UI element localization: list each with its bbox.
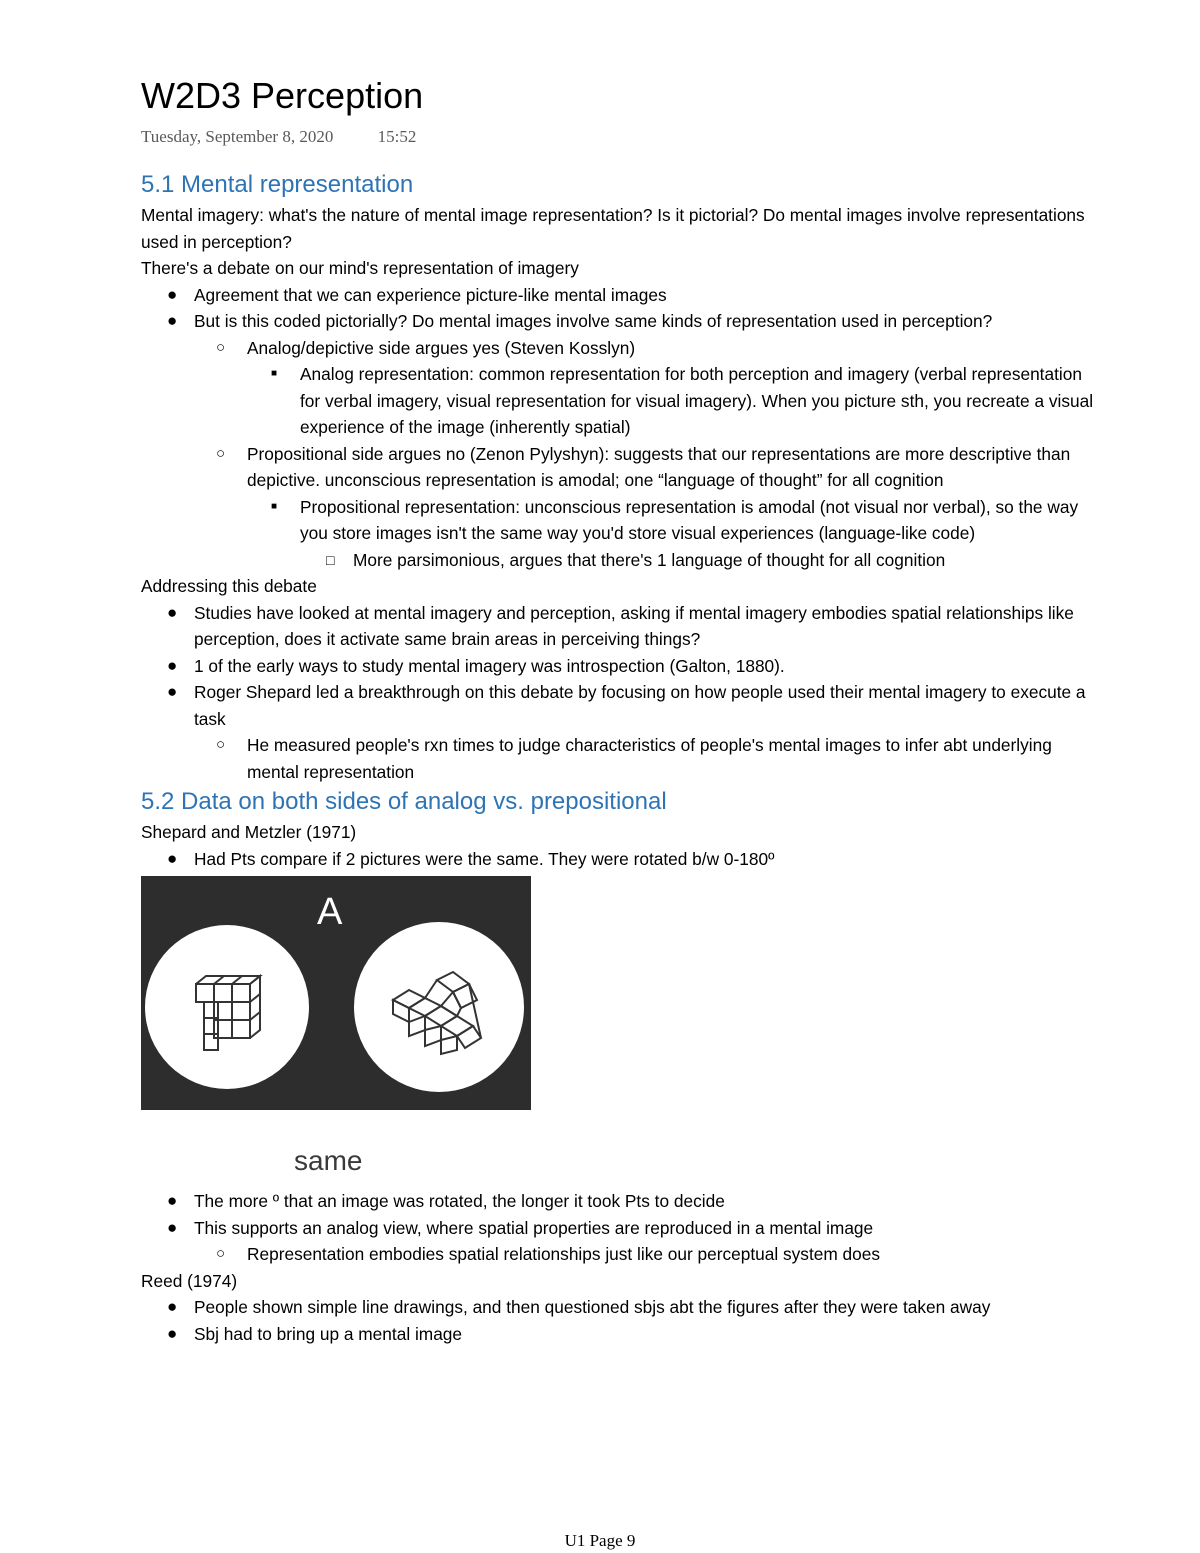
bullet-disc-icon: ● (167, 655, 178, 675)
list-item: ■ Analog representation: common representation for both perception and imagery (verbal representation for verbal imagery, visual representation for visual imagery). When you picture sth, you recreate a visual experience of the image (inherently spatial) (141, 361, 1101, 441)
section-heading-5-2: 5.2 Data on both sides of analog vs. prepositional (141, 788, 667, 815)
paragraph-study-shepard: Shepard and Metzler (1971) (141, 822, 357, 842)
page-title: W2D3 Perception (141, 75, 424, 116)
list-item: ● The more º that an image was rotated, the longer it took Pts to decide (141, 1188, 1101, 1215)
bullet-disc-icon: ● (167, 1297, 178, 1316)
list-item: ● Sbj had to bring up a mental image (141, 1321, 1101, 1348)
page-meta (141, 124, 1101, 150)
page-footer: U1 Page 9 (564, 1531, 636, 1550)
list-item: ○ Propositional side argues no (Zenon Pylyshyn): suggests that our representations are more descriptive than depictive. unconscious representation is amodal; one “language of thought” for all cognition (141, 441, 1101, 494)
list-item: ○ Analog/depictive side argues yes (Steven Kosslyn) (141, 335, 1101, 362)
list-item: ● Agreement that we can experience picture-like mental images (141, 282, 1101, 309)
bullet-hollow-square-icon: □ (326, 551, 335, 568)
bullet-circle-icon: ○ (216, 444, 226, 462)
paragraph-addressing: Addressing this debate (141, 576, 317, 596)
figure-label-a: A (317, 891, 343, 933)
debate-list (141, 282, 1101, 574)
shepard-list (141, 846, 1101, 873)
bullet-circle-icon: ○ (216, 1245, 226, 1262)
bullet-square-icon: ■ (271, 500, 278, 512)
mental-rotation-figure (141, 876, 531, 1110)
bullet-circle-icon: ○ (216, 736, 226, 753)
list-item: ● But is this coded pictorially? Do mental images involve same kinds of representation used in perception? (141, 308, 1101, 335)
list-item: ● Roger Shepard led a breakthrough on this debate by focusing on how people used their mental imagery to execute a task (141, 679, 1101, 732)
addressing-list (141, 600, 1101, 786)
list-item: □ More parsimonious, argues that there's 1 language of thought for all cognition (141, 547, 1101, 574)
bullet-disc-icon: ● (167, 1217, 178, 1237)
list-item: ● Studies have looked at mental imagery and perception, asking if mental imagery embodies spatial relationships like perception, does it activate same brain areas in perceiving things? (141, 600, 1101, 653)
paragraph-debate: There's a debate on our mind's representation of imagery (141, 258, 579, 278)
bullet-disc-icon: ● (167, 1191, 178, 1210)
bullet-disc-icon: ● (167, 284, 178, 304)
list-item: ○ He measured people's rxn times to judge characteristics of people's mental images to infer abt underlying mental representation (141, 732, 1101, 785)
page-time: 15:52 (377, 127, 417, 146)
list-item: ● This supports an analog view, where spatial properties are reproduced in a mental image (141, 1215, 1101, 1242)
bullet-disc-icon: ● (167, 602, 178, 622)
page-date: Tuesday, September 8, 2020 (141, 127, 334, 146)
list-item: ● People shown simple line drawings, and then questioned sbjs abt the figures after they were taken away (141, 1294, 1101, 1321)
bullet-disc-icon: ● (167, 682, 178, 701)
bullet-square-icon: ■ (271, 368, 278, 379)
figure-caption: same (294, 1145, 363, 1176)
bullet-disc-icon: ● (167, 1323, 178, 1343)
reed-list (141, 1294, 1101, 1347)
list-item: ● 1 of the early ways to study mental imagery was introspection (Galton, 1880). (141, 653, 1101, 680)
list-item: ■ Propositional representation: unconscious representation is amodal (not visual nor verbal), so the way you store images isn't the same way you'd store visual experiences (language-like code) (141, 494, 1101, 547)
results-list (141, 1188, 1101, 1268)
list-item: ● Had Pts compare if 2 pictures were the same. They were rotated b/w 0-180º (141, 846, 1101, 873)
bullet-circle-icon: ○ (216, 338, 226, 356)
section-heading-5-1: 5.1 Mental representation (141, 171, 414, 198)
bullet-disc-icon: ● (167, 311, 178, 330)
list-item: ○ Representation embodies spatial relationships just like our perceptual system does (141, 1241, 1101, 1268)
note-page (141, 74, 1101, 1347)
paragraph-intro: Mental imagery: what's the nature of mental image representation? Is it pictorial? Do mental images involve representations used in perception? (141, 205, 1085, 252)
paragraph-study-reed: Reed (1974) (141, 1270, 238, 1291)
bullet-disc-icon: ● (167, 848, 178, 868)
